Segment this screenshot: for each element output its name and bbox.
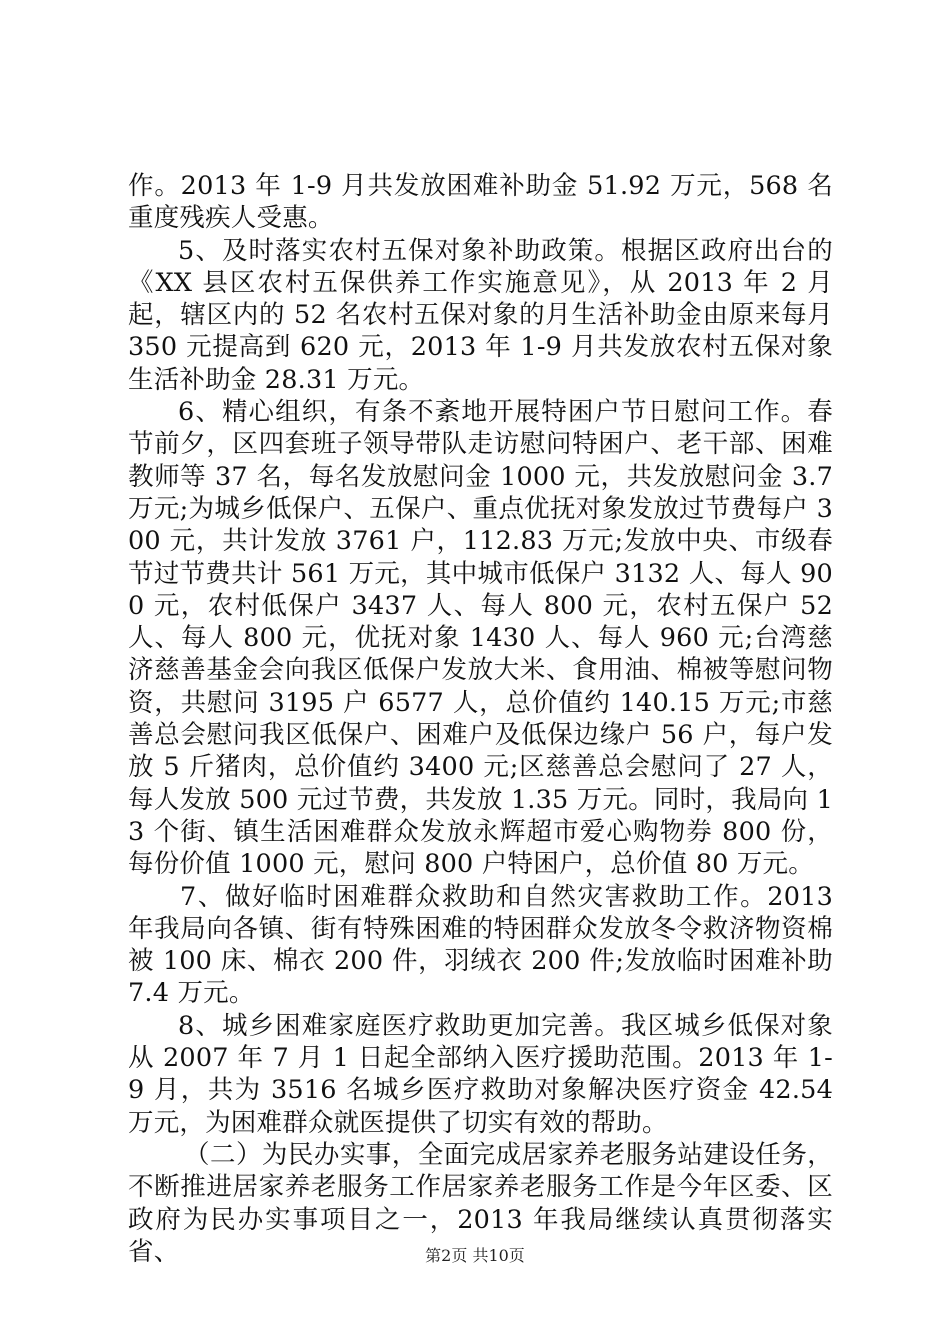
page-number-footer: 第2页 共10页 [425, 1246, 525, 1265]
paragraph-item-5: 5、及时落实农村五保对象补助政策。根据区政府出台的《XX 县区农村五保供养工作实施意见》，从 2013 年 2 月起，辖区内的 52 名农村五保对象的月生活补助金由原来每月 350 元提高到 620 元，2013 年 1-9 月共发放农村五保对象生活补助金 28.31 万元。 [128, 235, 833, 395]
document-body [128, 170, 833, 1268]
paragraph-continuation: 作。2013 年 1-9 月共发放困难补助金 51.92 万元，568 名重度残疾人受惠。 [128, 171, 833, 234]
paragraph-section-2: （二）为民办实事，全面完成居家养老服务站建设任务，不断推进居家养老服务工作居家养老服务工作是今年区委、区政府为民办实事项目之一，2013 年我局继续认真贯彻落实省、 [128, 1139, 833, 1267]
paragraph-item-8: 8、城乡困难家庭医疗救助更加完善。我区城乡低保对象从 2007 年 7 月 1 日起全部纳入医疗援助范围。2013 年 1-9 月，共为 3516 名城乡医疗救助对象解决医疗资金 42.54 万元，为困难群众就医提供了切实有效的帮助。 [128, 1010, 833, 1138]
paragraph-item-7: 7、做好临时困难群众救助和自然灾害救助工作。2013 年我局向各镇、街有特殊困难的特困群众发放冬令救济物资棉被 100 床、棉衣 200 件，羽绒衣 200 件;发放临时困难补助 7.4 万元。 [128, 881, 833, 1009]
paragraph-item-6: 6、精心组织，有条不紊地开展特困户节日慰问工作。春节前夕，区四套班子领导带队走访慰问特困户、老干部、困难教师等 37 名，每名发放慰问金 1000 元，共发放慰问金 3.7 万元;为城乡低保户、五保户、重点优抚对象发放过节费每户 300 元，共计发放 3761 户，112.83 万元;发放中央、市级春节过节费共计 561 万元，其中城市低保户 3132 人、每人 900 元，农村低保户 3437 人、每人 800 元，农村五保户 52 人、每人 800 元，优抚对象 1430 人、每人 960 元;台湾慈济慈善基金会向我区低保户发放大米、食用油、棉被等慰问物资，共慰问 3195 户 6577 人，总价值约 140.15 万元;市慈善总会慰问我区低保户、困难户及低保边缘户 56 户，每户发放 5 斤猪肉，总价值约 3400 元;区慈善总会慰问了 27 人，每人发放 500 元过节费，共发放 1.35 万元。同时，我局向 13 个街、镇生活困难群众发放永辉超市爱心购物券 800 份，每份价值 1000 元，慰问 800 户特困户，总价值 80 万元。 [128, 397, 833, 880]
